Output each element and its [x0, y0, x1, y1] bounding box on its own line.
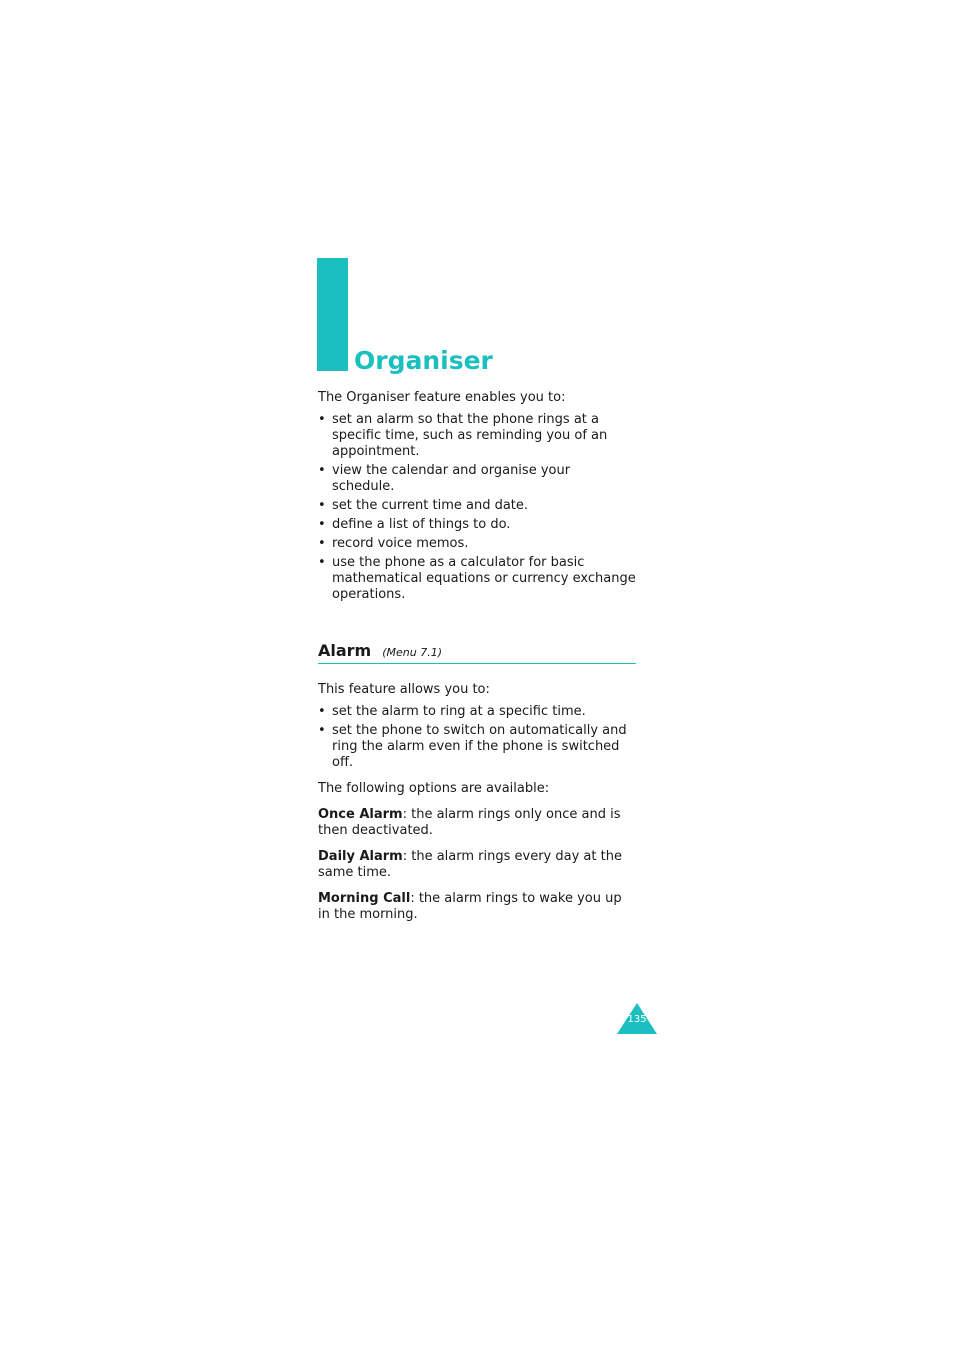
option-term: Morning Call: [318, 891, 411, 906]
bullet-icon: •: [318, 704, 326, 719]
feature-list: [318, 412, 636, 603]
section-menu-ref: (Menu 7.1): [382, 646, 443, 659]
alarm-intro: This feature allows you to:: [318, 682, 490, 697]
bullet-icon: •: [318, 723, 326, 738]
list-item: • set the phone to switch on automatically and ring the alarm even if the phone is switched off.: [318, 723, 627, 770]
option-once-alarm: [318, 807, 636, 839]
option-desc: : the alarm rings to wake you up in the morning.: [318, 891, 622, 922]
list-item: • set the alarm to ring at a specific time.: [318, 704, 586, 719]
intro-text: The Organiser feature enables you to:: [318, 390, 566, 405]
list-item: • record voice memos.: [318, 536, 469, 551]
list-item: • define a list of things to do.: [318, 517, 511, 532]
bullet-icon: •: [318, 517, 326, 532]
option-morning-call: [318, 891, 636, 923]
option-term: Once Alarm: [318, 807, 403, 822]
option-desc: : the alarm rings only once and is then deactivated.: [318, 807, 621, 838]
list-item: • set an alarm so that the phone rings at a specific time, such as reminding you of an appointment.: [318, 412, 608, 459]
alarm-section-header: [318, 641, 636, 664]
bullet-icon: •: [318, 463, 326, 478]
option-desc: : the alarm rings every day at the same time.: [318, 849, 622, 880]
option-term: Daily Alarm: [318, 849, 403, 864]
section-title: Alarm: [318, 641, 372, 660]
page-number-badge: [617, 1003, 657, 1034]
bullet-icon: •: [318, 536, 326, 551]
option-daily-alarm: [318, 849, 636, 881]
bullet-icon: •: [318, 412, 326, 427]
chapter-title: Organiser: [354, 346, 493, 375]
list-item: • view the calendar and organise your schedule.: [318, 463, 571, 494]
options-intro: The following options are available:: [318, 781, 550, 796]
bullet-icon: •: [318, 498, 326, 513]
chapter-marker-bar: [317, 258, 348, 371]
list-item: • use the phone as a calculator for basic mathematical equations or currency exchange operations.: [318, 555, 636, 602]
page-number: 135: [627, 1014, 647, 1025]
bullet-icon: •: [318, 555, 326, 570]
page-content: [318, 390, 636, 933]
list-item: • set the current time and date.: [318, 498, 529, 513]
alarm-feature-list: [318, 704, 636, 771]
